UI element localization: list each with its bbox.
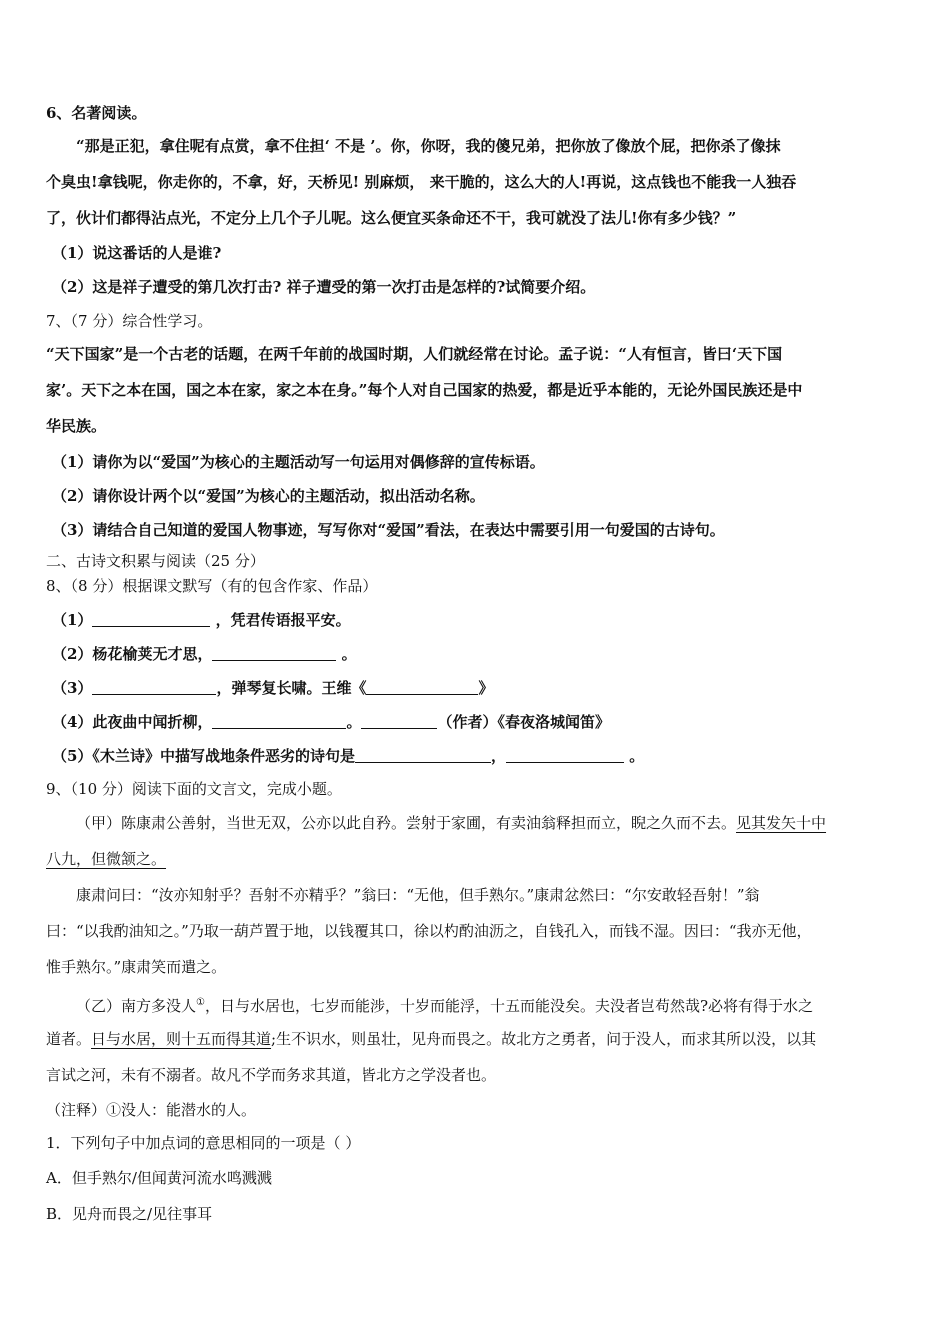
q9-yi-underlined: 日与水居，则十五而得其道 bbox=[91, 1030, 272, 1048]
q8-item-4-end: （作者）《春夜洛城闻笛》 bbox=[437, 713, 610, 731]
q7-intro-line-3: 华民族。 bbox=[46, 417, 107, 435]
q6-sub1: （1）说这番话的人是谁? bbox=[52, 244, 222, 262]
q6-passage-line-3: 了，伙计们都得沾点光，不定分上几个子儿呢。这么便宜买条命还不干，我可就没了法儿!你有多少钱？” bbox=[46, 209, 737, 227]
q9-yi-note-mark: ① bbox=[196, 997, 205, 1008]
q9-yi-line-3: 言试之河，未有不溺者。故凡不学而务求其道，皆北方之学没者也。 bbox=[46, 1066, 497, 1084]
q8-item-4 bbox=[52, 712, 610, 732]
q8-blank-5a[interactable] bbox=[355, 746, 491, 763]
q9-yi-line-2-text: ;生不识水，则虽壮，见舟而畏之。故北方之勇者，问于没人，而求其所以没，以其 bbox=[271, 1030, 817, 1048]
q8-item-1-text: ，凭君传语报平安。 bbox=[210, 611, 351, 629]
q9-title: 9、（10 分）阅读下面的文言文，完成小题。 bbox=[46, 780, 342, 798]
q8-blank-5b[interactable] bbox=[506, 746, 624, 763]
q7-sub2: （2）请你设计两个以“爱国”为核心的主题活动，拟出活动名称。 bbox=[52, 487, 485, 505]
q6-title: 6、名著阅读。 bbox=[46, 104, 147, 122]
q9-jia-line-3: 康肃问曰：“汝亦知射乎？吾射不亦精乎？”翁曰：“无他，但手熟尔。”康肃忿然曰：“尔安敢轻吾射！”翁 bbox=[76, 886, 760, 904]
section2-title: 二、古诗文积累与阅读（25 分） bbox=[46, 552, 265, 570]
q9-yi-line-2-head: 道者。 bbox=[46, 1030, 92, 1048]
q7-title: 7、（7 分）综合性学习。 bbox=[46, 312, 213, 330]
q9-note: （注释）①没人：能潜水的人。 bbox=[46, 1101, 257, 1119]
q6-passage-line-2: 个臭虫!拿钱呢，你走你的，不拿，好，天桥见! 别麻烦， 来干脆的，这么大的人!再说，这点钱也不能我一人独吞 bbox=[46, 173, 797, 191]
q9-jia-underlined-a: 见其发矢十中 bbox=[736, 814, 827, 832]
q9-jia-line-5: 惟手熟尔。”康肃笑而遣之。 bbox=[46, 958, 227, 976]
q8-item-3-text: ，弹琴复长啸。王维《 bbox=[216, 679, 367, 697]
q7-sub1: （1）请你为以“爱国”为核心的主题活动写一句运用对偶修辞的宣传标语。 bbox=[52, 453, 545, 471]
q9-jia-line-1-text: （甲）陈康肃公善射，当世无双，公亦以此自矜。尝射于家圃，有卖油翁释担而立，睨之久而不去。 bbox=[76, 814, 737, 832]
q9-yi-line-1-text: ，日与水居也，七岁而能涉，十岁而能浮，十五而能没矣。夫没者岂苟然哉?必将有得于水之 bbox=[204, 997, 814, 1015]
q9-jia-line-4: 曰：“以我酌油知之。”乃取一葫芦置于地，以钱覆其口，徐以杓酌油沥之，自钱孔入，而钱不湿。因曰：“我亦无他， bbox=[46, 922, 812, 940]
q9-option-b[interactable]: B．见舟而畏之/见往事耳 bbox=[46, 1205, 213, 1223]
q8-item-5-text: （5）《木兰诗》中描写战地条件恶劣的诗句是 bbox=[52, 747, 355, 765]
q8-item-2-end: 。 bbox=[336, 645, 357, 663]
q8-item-3-end: 》 bbox=[478, 679, 494, 697]
q8-item-4-text: （4）此夜曲中闻折柳， bbox=[52, 713, 213, 731]
q9-yi-line-1-head: （乙）南方多没人 bbox=[76, 997, 197, 1015]
q9-yi-line-1 bbox=[76, 993, 813, 1016]
q8-item-3-label: （3） bbox=[52, 679, 93, 697]
q8-item-5 bbox=[52, 746, 644, 766]
q8-item-4-sep: 。 bbox=[346, 713, 362, 731]
q7-intro-line-1: “天下国家”是一个古老的话题，在两千年前的战国时期，人们就经常在讨论。孟子说：“人有恒言，皆曰‘天下国 bbox=[46, 345, 783, 363]
q8-item-2 bbox=[52, 644, 357, 664]
q8-item-1-label: （1） bbox=[52, 611, 93, 629]
q8-blank-3[interactable] bbox=[92, 678, 216, 695]
q8-blank-2[interactable] bbox=[212, 644, 336, 661]
q8-item-2-text: （2）杨花榆荚无才思， bbox=[52, 645, 213, 663]
q9-jia-line-1 bbox=[76, 813, 826, 833]
q8-blank-3-title[interactable] bbox=[366, 678, 478, 695]
q7-sub3: （3）请结合自己知道的爱国人物事迹，写写你对“爱国”看法，在表达中需要引用一句爱国的古诗句。 bbox=[52, 521, 725, 539]
q8-blank-4-author[interactable] bbox=[361, 712, 437, 729]
q6-sub2: （2）这是祥子遭受的第几次打击? 祥子遭受的第一次打击是怎样的?试简要介绍。 bbox=[52, 278, 596, 296]
q8-blank-1[interactable] bbox=[92, 610, 210, 627]
q8-item-5-end: 。 bbox=[623, 747, 645, 765]
q7-intro-line-2: 家’。天下之本在国，国之本在家，家之本在身。”每个人对自己国家的热爱，都是近乎本能的，无论外国民族还是中 bbox=[46, 381, 803, 399]
q8-blank-4[interactable] bbox=[212, 712, 346, 729]
q9-mc-stem: 1．下列句子中加点词的意思相同的一项是（ ） bbox=[46, 1134, 361, 1152]
q9-yi-line-2 bbox=[46, 1029, 816, 1049]
q8-item-5-sep: ， bbox=[490, 747, 506, 765]
q8-item-3 bbox=[52, 678, 493, 698]
q9-jia-underlined-b: 八九，但微颔之。 bbox=[46, 850, 167, 868]
q6-passage-line-1: “那是正犯，拿住呢有点赏，拿不住担‘ 不是 ’。你，你呀，我的傻兄弟，把你放了像放个屁，把你杀了像抹 bbox=[76, 137, 781, 155]
q8-title: 8、（8 分）根据课文默写（有的包含作家、作品） bbox=[46, 577, 378, 595]
q9-option-a[interactable]: A．但手熟尔/但闻黄河流水鸣溅溅 bbox=[46, 1169, 272, 1187]
q8-item-1 bbox=[52, 610, 351, 630]
